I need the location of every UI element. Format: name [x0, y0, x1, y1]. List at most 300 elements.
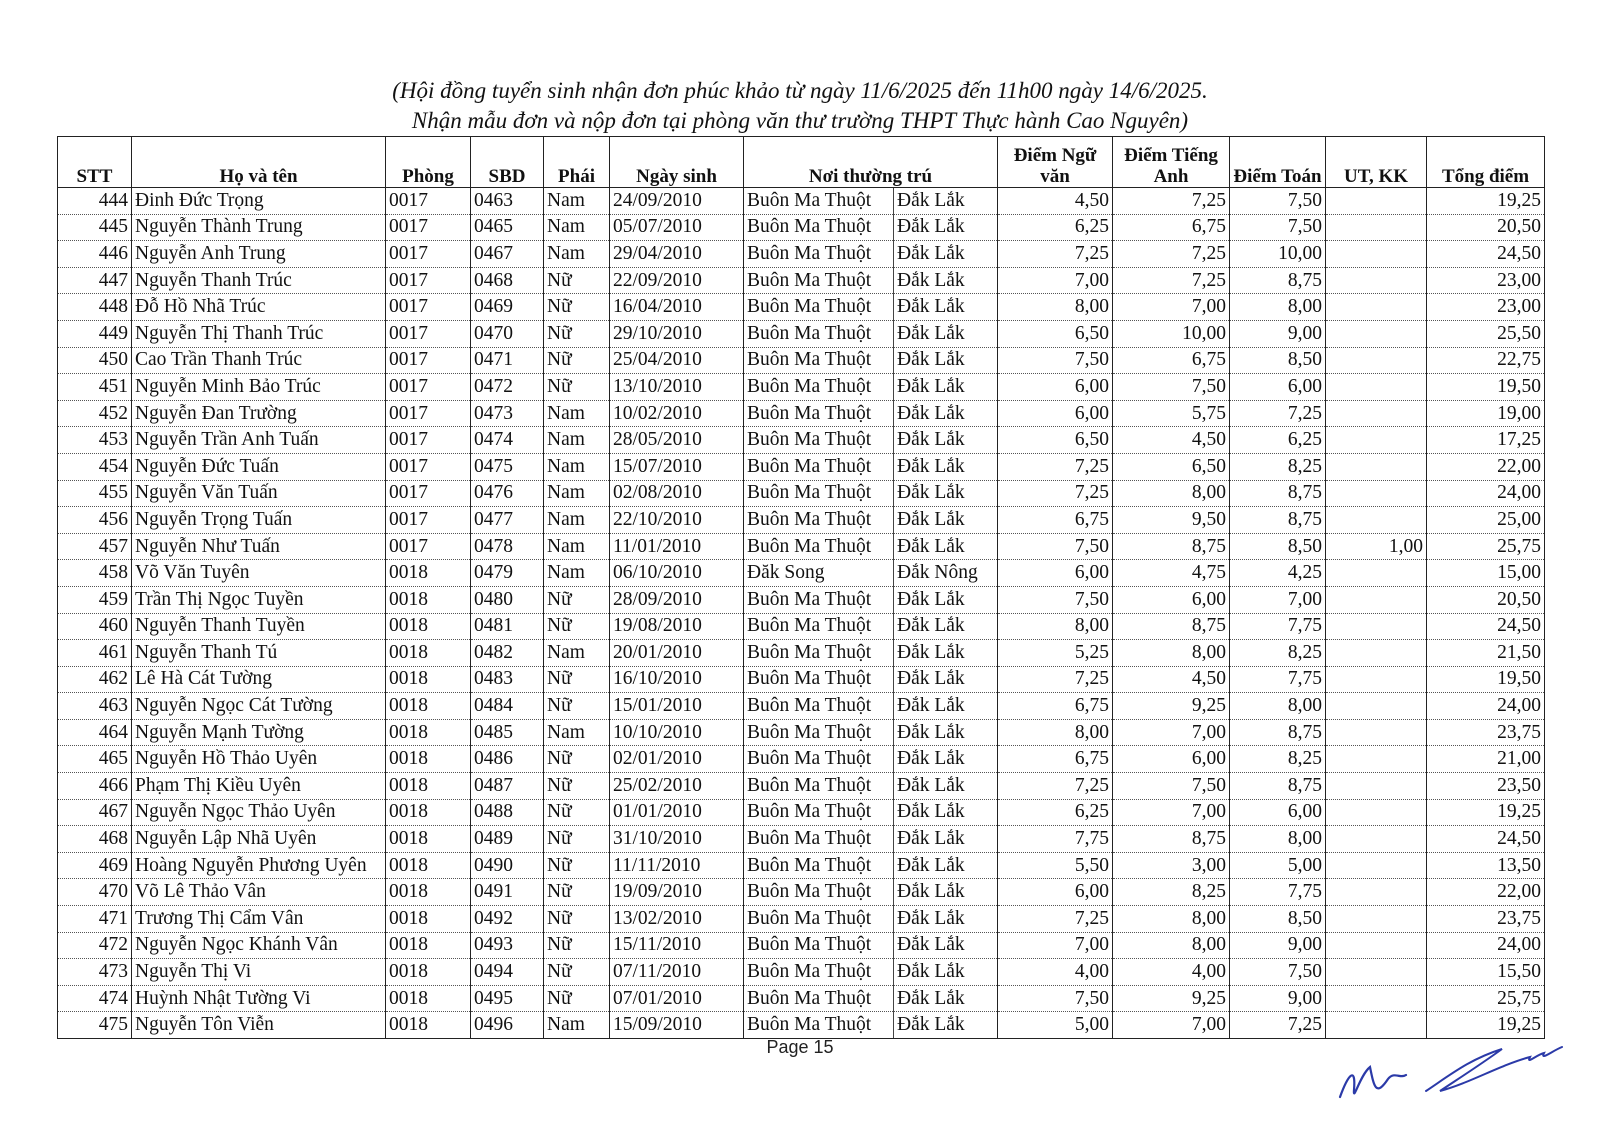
cell-total: 25,50	[1427, 320, 1545, 347]
cell-room: 0017	[386, 294, 471, 321]
table-row	[58, 666, 1545, 693]
cell-literature: 6,75	[998, 507, 1113, 534]
cell-dob: 19/09/2010	[610, 879, 744, 906]
cell-dob: 02/08/2010	[610, 480, 744, 507]
cell-sbd: 0487	[471, 773, 544, 800]
cell-gender: Nữ	[544, 320, 610, 347]
cell-math: 9,00	[1230, 320, 1326, 347]
cell-math: 9,00	[1230, 985, 1326, 1012]
cell-room: 0018	[386, 826, 471, 853]
cell-english: 5,75	[1113, 400, 1230, 427]
cell-bonus	[1326, 267, 1427, 294]
cell-english: 8,00	[1113, 906, 1230, 933]
cell-district: Buôn Ma Thuột	[744, 746, 894, 773]
cell-math: 7,50	[1230, 214, 1326, 241]
cell-district: Buôn Ma Thuột	[744, 480, 894, 507]
table-row	[58, 480, 1545, 507]
table-row	[58, 294, 1545, 321]
cell-room: 0017	[386, 188, 471, 215]
cell-province: Đắk Lắk	[894, 985, 998, 1012]
cell-stt: 454	[58, 453, 132, 480]
cell-math: 8,50	[1230, 533, 1326, 560]
cell-math: 8,00	[1230, 826, 1326, 853]
cell-english: 8,75	[1113, 533, 1230, 560]
cell-literature: 4,00	[998, 959, 1113, 986]
cell-sbd: 0463	[471, 188, 544, 215]
cell-dob: 15/07/2010	[610, 453, 744, 480]
cell-gender: Nữ	[544, 932, 610, 959]
cell-province: Đắk Lắk	[894, 826, 998, 853]
cell-gender: Nữ	[544, 985, 610, 1012]
cell-stt: 468	[58, 826, 132, 853]
cell-literature: 7,00	[998, 267, 1113, 294]
cell-room: 0018	[386, 560, 471, 587]
cell-name: Nguyễn Như Tuấn	[132, 533, 386, 560]
cell-room: 0017	[386, 214, 471, 241]
cell-dob: 20/01/2010	[610, 640, 744, 667]
header-sbd: SBD	[471, 137, 544, 188]
cell-english: 7,00	[1113, 799, 1230, 826]
cell-dob: 13/02/2010	[610, 906, 744, 933]
cell-bonus	[1326, 480, 1427, 507]
cell-total: 19,50	[1427, 666, 1545, 693]
cell-name: Đinh Đức Trọng	[132, 188, 386, 215]
cell-sbd: 0493	[471, 932, 544, 959]
cell-total: 21,00	[1427, 746, 1545, 773]
table-row	[58, 188, 1545, 215]
cell-total: 22,00	[1427, 453, 1545, 480]
cell-room: 0018	[386, 693, 471, 720]
cell-sbd: 0469	[471, 294, 544, 321]
cell-math: 8,50	[1230, 347, 1326, 374]
cell-name: Nguyễn Ngọc Cát Tường	[132, 693, 386, 720]
cell-stt: 475	[58, 1012, 132, 1039]
cell-district: Buôn Ma Thuột	[744, 507, 894, 534]
cell-math: 6,00	[1230, 799, 1326, 826]
cell-math: 7,00	[1230, 586, 1326, 613]
cell-province: Đắk Lắk	[894, 241, 998, 268]
cell-math: 8,50	[1230, 906, 1326, 933]
header-residence: Nơi thường trú	[744, 137, 998, 188]
cell-english: 7,50	[1113, 374, 1230, 401]
cell-room: 0017	[386, 400, 471, 427]
header-total: Tổng điểm	[1427, 137, 1545, 188]
cell-english: 7,25	[1113, 241, 1230, 268]
cell-stt: 471	[58, 906, 132, 933]
cell-literature: 7,25	[998, 453, 1113, 480]
cell-gender: Nam	[544, 640, 610, 667]
cell-literature: 5,25	[998, 640, 1113, 667]
table-header-row	[58, 137, 1545, 188]
cell-sbd: 0483	[471, 666, 544, 693]
cell-province: Đắk Lắk	[894, 666, 998, 693]
table-row	[58, 693, 1545, 720]
cell-literature: 6,50	[998, 320, 1113, 347]
header-name: Họ và tên	[132, 137, 386, 188]
cell-province: Đắk Lắk	[894, 693, 998, 720]
cell-name: Nguyễn Thanh Trúc	[132, 267, 386, 294]
cell-dob: 10/02/2010	[610, 400, 744, 427]
table-row	[58, 347, 1545, 374]
cell-literature: 5,50	[998, 852, 1113, 879]
cell-total: 21,50	[1427, 640, 1545, 667]
cell-stt: 464	[58, 719, 132, 746]
cell-total: 24,00	[1427, 693, 1545, 720]
cell-math: 8,00	[1230, 693, 1326, 720]
cell-province: Đắk Lắk	[894, 188, 998, 215]
table-row	[58, 400, 1545, 427]
cell-english: 8,75	[1113, 613, 1230, 640]
cell-gender: Nữ	[544, 826, 610, 853]
cell-total: 19,25	[1427, 188, 1545, 215]
cell-math: 7,50	[1230, 959, 1326, 986]
results-table	[57, 136, 1545, 1039]
cell-english: 6,50	[1113, 453, 1230, 480]
cell-room: 0018	[386, 666, 471, 693]
cell-district: Buôn Ma Thuột	[744, 347, 894, 374]
cell-literature: 8,00	[998, 294, 1113, 321]
cell-literature: 6,25	[998, 214, 1113, 241]
cell-sbd: 0492	[471, 906, 544, 933]
cell-bonus	[1326, 427, 1427, 454]
table-row	[58, 320, 1545, 347]
cell-district: Buôn Ma Thuột	[744, 214, 894, 241]
cell-bonus	[1326, 294, 1427, 321]
cell-dob: 28/09/2010	[610, 586, 744, 613]
cell-literature: 7,25	[998, 666, 1113, 693]
cell-province: Đắk Lắk	[894, 533, 998, 560]
cell-total: 15,50	[1427, 959, 1545, 986]
notice-line-2: Nhận mẫu đơn và nộp đơn tại phòng văn thư trường THPT Thực hành Cao Nguyên)	[411, 108, 1189, 133]
cell-literature: 6,00	[998, 374, 1113, 401]
cell-total: 19,25	[1427, 1012, 1545, 1039]
cell-room: 0017	[386, 427, 471, 454]
cell-literature: 5,00	[998, 1012, 1113, 1039]
cell-sbd: 0491	[471, 879, 544, 906]
cell-room: 0018	[386, 586, 471, 613]
cell-sbd: 0468	[471, 267, 544, 294]
cell-english: 9,50	[1113, 507, 1230, 534]
cell-gender: Nữ	[544, 799, 610, 826]
table-row	[58, 267, 1545, 294]
cell-gender: Nam	[544, 1012, 610, 1039]
cell-gender: Nam	[544, 214, 610, 241]
cell-gender: Nam	[544, 719, 610, 746]
cell-province: Đắk Lắk	[894, 347, 998, 374]
cell-gender: Nữ	[544, 267, 610, 294]
cell-total: 22,75	[1427, 347, 1545, 374]
cell-room: 0017	[386, 533, 471, 560]
header-room: Phòng	[386, 137, 471, 188]
cell-literature: 6,75	[998, 746, 1113, 773]
cell-province: Đắk Lắk	[894, 374, 998, 401]
handwritten-signature-icon	[1330, 1035, 1570, 1115]
cell-province: Đắk Nông	[894, 560, 998, 587]
cell-province: Đắk Lắk	[894, 294, 998, 321]
cell-gender: Nữ	[544, 347, 610, 374]
cell-gender: Nữ	[544, 294, 610, 321]
cell-english: 7,00	[1113, 1012, 1230, 1039]
cell-sbd: 0472	[471, 374, 544, 401]
cell-name: Phạm Thị Kiều Uyên	[132, 773, 386, 800]
cell-gender: Nam	[544, 241, 610, 268]
cell-total: 19,50	[1427, 374, 1545, 401]
cell-district: Buôn Ma Thuột	[744, 959, 894, 986]
cell-english: 8,00	[1113, 932, 1230, 959]
cell-total: 24,50	[1427, 613, 1545, 640]
cell-literature: 6,00	[998, 560, 1113, 587]
cell-province: Đắk Lắk	[894, 1012, 998, 1039]
cell-province: Đắk Lắk	[894, 906, 998, 933]
cell-province: Đắk Lắk	[894, 852, 998, 879]
cell-district: Buôn Ma Thuột	[744, 188, 894, 215]
cell-bonus	[1326, 586, 1427, 613]
cell-stt: 456	[58, 507, 132, 534]
cell-bonus	[1326, 693, 1427, 720]
cell-room: 0018	[386, 879, 471, 906]
cell-sbd: 0484	[471, 693, 544, 720]
cell-province: Đắk Lắk	[894, 613, 998, 640]
cell-district: Buôn Ma Thuột	[744, 267, 894, 294]
cell-dob: 19/08/2010	[610, 613, 744, 640]
cell-stt: 447	[58, 267, 132, 294]
cell-english: 6,00	[1113, 586, 1230, 613]
cell-room: 0018	[386, 613, 471, 640]
cell-room: 0017	[386, 347, 471, 374]
cell-stt: 452	[58, 400, 132, 427]
cell-stt: 472	[58, 932, 132, 959]
cell-bonus	[1326, 879, 1427, 906]
cell-name: Nguyễn Ngọc Thảo Uyên	[132, 799, 386, 826]
cell-stt: 473	[58, 959, 132, 986]
cell-total: 25,00	[1427, 507, 1545, 534]
cell-stt: 445	[58, 214, 132, 241]
notice-text	[0, 76, 1600, 136]
cell-total: 22,00	[1427, 879, 1545, 906]
cell-room: 0018	[386, 852, 471, 879]
cell-room: 0017	[386, 241, 471, 268]
cell-bonus	[1326, 852, 1427, 879]
cell-total: 17,25	[1427, 427, 1545, 454]
cell-province: Đắk Lắk	[894, 719, 998, 746]
cell-bonus	[1326, 932, 1427, 959]
cell-total: 13,50	[1427, 852, 1545, 879]
cell-name: Nguyễn Ngọc Khánh Vân	[132, 932, 386, 959]
cell-dob: 02/01/2010	[610, 746, 744, 773]
cell-stt: 474	[58, 985, 132, 1012]
cell-stt: 465	[58, 746, 132, 773]
cell-gender: Nam	[544, 480, 610, 507]
cell-stt: 462	[58, 666, 132, 693]
cell-dob: 28/05/2010	[610, 427, 744, 454]
cell-bonus	[1326, 826, 1427, 853]
cell-total: 23,75	[1427, 906, 1545, 933]
cell-gender: Nam	[544, 400, 610, 427]
table-row	[58, 613, 1545, 640]
cell-gender: Nam	[544, 453, 610, 480]
cell-province: Đắk Lắk	[894, 932, 998, 959]
cell-stt: 466	[58, 773, 132, 800]
cell-district: Buôn Ma Thuột	[744, 826, 894, 853]
cell-dob: 22/09/2010	[610, 267, 744, 294]
cell-english: 3,00	[1113, 852, 1230, 879]
cell-stt: 457	[58, 533, 132, 560]
cell-english: 6,00	[1113, 746, 1230, 773]
table-row	[58, 507, 1545, 534]
cell-literature: 7,75	[998, 826, 1113, 853]
cell-room: 0018	[386, 1012, 471, 1039]
cell-sbd: 0477	[471, 507, 544, 534]
cell-dob: 29/04/2010	[610, 241, 744, 268]
cell-english: 8,00	[1113, 480, 1230, 507]
cell-room: 0018	[386, 932, 471, 959]
cell-dob: 22/10/2010	[610, 507, 744, 534]
cell-bonus	[1326, 400, 1427, 427]
cell-literature: 7,50	[998, 533, 1113, 560]
cell-dob: 11/01/2010	[610, 533, 744, 560]
cell-district: Buôn Ma Thuột	[744, 640, 894, 667]
cell-room: 0017	[386, 480, 471, 507]
cell-bonus	[1326, 773, 1427, 800]
cell-gender: Nữ	[544, 746, 610, 773]
cell-stt: 461	[58, 640, 132, 667]
cell-room: 0017	[386, 320, 471, 347]
cell-english: 9,25	[1113, 693, 1230, 720]
cell-stt: 458	[58, 560, 132, 587]
cell-bonus	[1326, 214, 1427, 241]
cell-total: 23,50	[1427, 773, 1545, 800]
cell-bonus	[1326, 959, 1427, 986]
cell-literature: 7,50	[998, 985, 1113, 1012]
table-row	[58, 560, 1545, 587]
cell-english: 6,75	[1113, 347, 1230, 374]
cell-gender: Nam	[544, 560, 610, 587]
cell-math: 7,75	[1230, 666, 1326, 693]
cell-province: Đắk Lắk	[894, 507, 998, 534]
cell-total: 25,75	[1427, 533, 1545, 560]
cell-district: Buôn Ma Thuột	[744, 294, 894, 321]
cell-name: Nguyễn Đức Tuấn	[132, 453, 386, 480]
cell-literature: 7,25	[998, 480, 1113, 507]
cell-total: 20,50	[1427, 586, 1545, 613]
cell-gender: Nam	[544, 533, 610, 560]
cell-literature: 4,50	[998, 188, 1113, 215]
cell-name: Cao Trần Thanh Trúc	[132, 347, 386, 374]
cell-district: Buôn Ma Thuột	[744, 400, 894, 427]
cell-english: 7,25	[1113, 267, 1230, 294]
cell-room: 0018	[386, 985, 471, 1012]
cell-district: Buôn Ma Thuột	[744, 453, 894, 480]
table-row	[58, 453, 1545, 480]
cell-district: Buôn Ma Thuột	[744, 906, 894, 933]
header-dob: Ngày sinh	[610, 137, 744, 188]
cell-math: 10,00	[1230, 241, 1326, 268]
cell-stt: 453	[58, 427, 132, 454]
cell-sbd: 0471	[471, 347, 544, 374]
cell-province: Đắk Lắk	[894, 320, 998, 347]
cell-math: 7,25	[1230, 400, 1326, 427]
cell-total: 23,00	[1427, 294, 1545, 321]
cell-sbd: 0474	[471, 427, 544, 454]
cell-name: Nguyễn Thanh Tuyền	[132, 613, 386, 640]
cell-name: Nguyễn Lập Nhã Uyên	[132, 826, 386, 853]
cell-name: Hoàng Nguyễn Phương Uyên	[132, 852, 386, 879]
cell-gender: Nữ	[544, 959, 610, 986]
cell-gender: Nam	[544, 427, 610, 454]
cell-sbd: 0494	[471, 959, 544, 986]
cell-sbd: 0489	[471, 826, 544, 853]
cell-sbd: 0473	[471, 400, 544, 427]
cell-literature: 8,00	[998, 719, 1113, 746]
cell-district: Buôn Ma Thuột	[744, 773, 894, 800]
cell-bonus	[1326, 666, 1427, 693]
table-row	[58, 879, 1545, 906]
cell-dob: 31/10/2010	[610, 826, 744, 853]
cell-dob: 05/07/2010	[610, 214, 744, 241]
cell-math: 8,75	[1230, 480, 1326, 507]
cell-room: 0017	[386, 453, 471, 480]
cell-english: 8,25	[1113, 879, 1230, 906]
cell-dob: 07/11/2010	[610, 959, 744, 986]
cell-district: Buôn Ma Thuột	[744, 241, 894, 268]
cell-province: Đắk Lắk	[894, 773, 998, 800]
cell-math: 7,75	[1230, 613, 1326, 640]
cell-english: 7,00	[1113, 294, 1230, 321]
cell-bonus	[1326, 374, 1427, 401]
cell-name: Trương Thị Cẩm Vân	[132, 906, 386, 933]
cell-dob: 24/09/2010	[610, 188, 744, 215]
cell-total: 23,00	[1427, 267, 1545, 294]
table-row	[58, 985, 1545, 1012]
cell-stt: 463	[58, 693, 132, 720]
cell-stt: 449	[58, 320, 132, 347]
cell-total: 24,00	[1427, 480, 1545, 507]
cell-province: Đắk Lắk	[894, 586, 998, 613]
cell-district: Buôn Ma Thuột	[744, 719, 894, 746]
notice-line-1: (Hội đồng tuyển sinh nhận đơn phúc khảo từ ngày 11/6/2025 đến 11h00 ngày 14/6/2025.	[392, 78, 1208, 103]
cell-district: Buôn Ma Thuột	[744, 374, 894, 401]
cell-gender: Nam	[544, 188, 610, 215]
table-row	[58, 746, 1545, 773]
cell-literature: 7,00	[998, 932, 1113, 959]
cell-literature: 8,00	[998, 613, 1113, 640]
cell-sbd: 0490	[471, 852, 544, 879]
cell-dob: 15/01/2010	[610, 693, 744, 720]
cell-dob: 25/04/2010	[610, 347, 744, 374]
cell-sbd: 0478	[471, 533, 544, 560]
cell-math: 8,75	[1230, 267, 1326, 294]
cell-district: Buôn Ma Thuột	[744, 932, 894, 959]
cell-district: Buôn Ma Thuột	[744, 693, 894, 720]
cell-total: 19,00	[1427, 400, 1545, 427]
table-row	[58, 214, 1545, 241]
header-english: Điểm Tiếng Anh	[1113, 137, 1230, 188]
cell-gender: Nữ	[544, 852, 610, 879]
cell-dob: 13/10/2010	[610, 374, 744, 401]
cell-name: Nguyễn Thị Thanh Trúc	[132, 320, 386, 347]
cell-english: 6,75	[1113, 214, 1230, 241]
cell-bonus	[1326, 347, 1427, 374]
cell-name: Lê Hà Cát Tường	[132, 666, 386, 693]
cell-name: Nguyễn Văn Tuấn	[132, 480, 386, 507]
cell-math: 9,00	[1230, 932, 1326, 959]
cell-name: Đỗ Hồ Nhã Trúc	[132, 294, 386, 321]
cell-name: Nguyễn Thành Trung	[132, 214, 386, 241]
cell-dob: 10/10/2010	[610, 719, 744, 746]
cell-math: 8,75	[1230, 507, 1326, 534]
cell-total: 25,75	[1427, 985, 1545, 1012]
cell-name: Nguyễn Anh Trung	[132, 241, 386, 268]
